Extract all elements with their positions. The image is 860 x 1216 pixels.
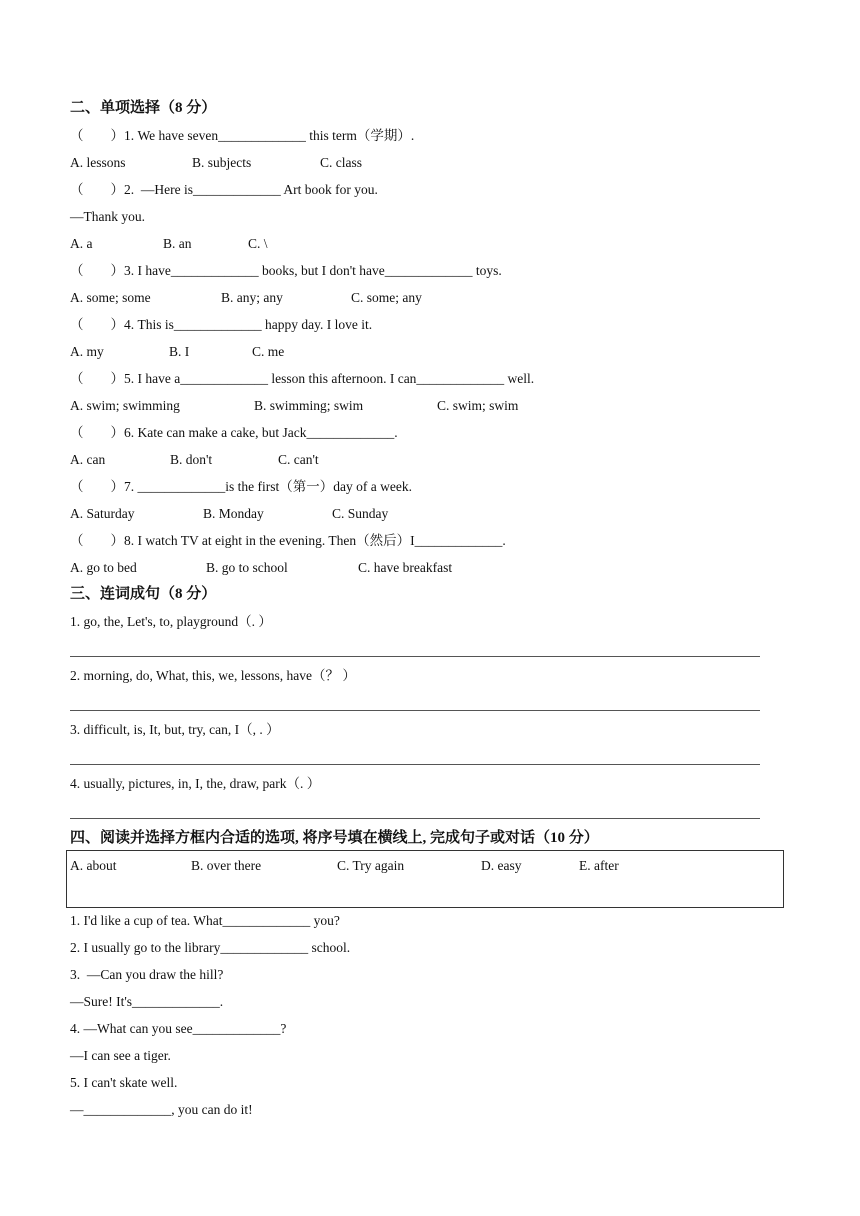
q4-stem: （ ）4. This is_____________ happy day. I love it. bbox=[70, 317, 373, 332]
q2-reply: —Thank you. bbox=[70, 209, 145, 224]
q8-option-c: C. have breakfast bbox=[358, 560, 453, 575]
s4-line-6: —I can see a tiger. bbox=[70, 1048, 171, 1063]
box-option-b: B. over there bbox=[191, 858, 262, 873]
q2-option-b: B. an bbox=[163, 236, 192, 251]
q7-option-c: C. Sunday bbox=[332, 506, 389, 521]
s3-item-3: 3. difficult, is, It, but, try, can, I（, . ） bbox=[70, 722, 280, 737]
q3-stem: （ ）3. I have_____________ books, but I don't have_____________ toys. bbox=[70, 263, 502, 278]
q8-stem: （ ）8. I watch TV at eight in the evening. Then（然后）I_____________. bbox=[70, 533, 506, 548]
s4-line-4: —Sure! It's_____________. bbox=[70, 994, 224, 1009]
q7-stem: （ ）7. _____________is the first（第一）day of a week. bbox=[70, 479, 412, 494]
q3-option-c: C. some; any bbox=[351, 290, 422, 305]
box-option-e: E. after bbox=[579, 858, 619, 873]
q5-option-a: A. swim; swimming bbox=[70, 398, 180, 413]
q7-option-a: A. Saturday bbox=[70, 506, 135, 521]
q2-option-a: A. a bbox=[70, 236, 93, 251]
box-option-a: A. about bbox=[70, 858, 117, 873]
q3-option-a: A. some; some bbox=[70, 290, 151, 305]
q2-stem: （ ）2. —Here is_____________ Art book for you. bbox=[70, 182, 378, 197]
q4-option-a: A. my bbox=[70, 344, 104, 359]
q7-option-b: B. Monday bbox=[203, 506, 264, 521]
q6-stem: （ ）6. Kate can make a cake, but Jack_____________. bbox=[70, 425, 398, 440]
section-2-heading: 二、单项选择（8 分） bbox=[70, 100, 217, 116]
s3-item-1: 1. go, the, Let's, to, playground（. ） bbox=[70, 614, 272, 629]
s4-line-8: —_____________, you can do it! bbox=[70, 1102, 253, 1117]
section-4-heading: 四、阅读并选择方框内合适的选项, 将序号填在横线上, 完成句子或对话（10 分） bbox=[70, 830, 599, 846]
s4-line-1: 1. I'd like a cup of tea. What_____________ you? bbox=[70, 913, 340, 928]
s3-answer-line-3[interactable] bbox=[70, 764, 760, 765]
box-option-d: D. easy bbox=[481, 858, 522, 873]
box-option-c: C. Try again bbox=[337, 858, 405, 873]
q4-option-c: C. me bbox=[252, 344, 285, 359]
q8-option-a: A. go to bed bbox=[70, 560, 137, 575]
s3-item-4: 4. usually, pictures, in, I, the, draw, park（. ） bbox=[70, 776, 321, 791]
s3-answer-line-2[interactable] bbox=[70, 710, 760, 711]
s3-answer-line-1[interactable] bbox=[70, 656, 760, 657]
s4-line-2: 2. I usually go to the library_____________ school. bbox=[70, 940, 351, 955]
q6-option-b: B. don't bbox=[170, 452, 213, 467]
q2-option-c: C. \ bbox=[248, 236, 268, 251]
option-box bbox=[66, 850, 784, 908]
q1-stem: （ ）1. We have seven_____________ this term（学期）. bbox=[70, 128, 415, 143]
q8-option-b: B. go to school bbox=[206, 560, 288, 575]
q1-option-a: A. lessons bbox=[70, 155, 126, 170]
q6-option-a: A. can bbox=[70, 452, 106, 467]
s3-item-2: 2. morning, do, What, this, we, lessons, have（？ ） bbox=[70, 668, 356, 683]
s4-line-5: 4. —What can you see_____________? bbox=[70, 1021, 287, 1036]
s4-line-7: 5. I can't skate well. bbox=[70, 1075, 178, 1090]
q5-stem: （ ）5. I have a_____________ lesson this afternoon. I can_____________ well. bbox=[70, 371, 535, 386]
q4-option-b: B. I bbox=[169, 344, 190, 359]
q1-option-c: C. class bbox=[320, 155, 362, 170]
q3-option-b: B. any; any bbox=[221, 290, 283, 305]
q1-option-b: B. subjects bbox=[192, 155, 252, 170]
section-3-heading: 三、连词成句（8 分） bbox=[70, 586, 217, 602]
s3-answer-line-4[interactable] bbox=[70, 818, 760, 819]
s4-line-3: 3. —Can you draw the hill? bbox=[70, 967, 224, 982]
q5-option-b: B. swimming; swim bbox=[254, 398, 364, 413]
q5-option-c: C. swim; swim bbox=[437, 398, 519, 413]
q6-option-c: C. can't bbox=[278, 452, 319, 467]
